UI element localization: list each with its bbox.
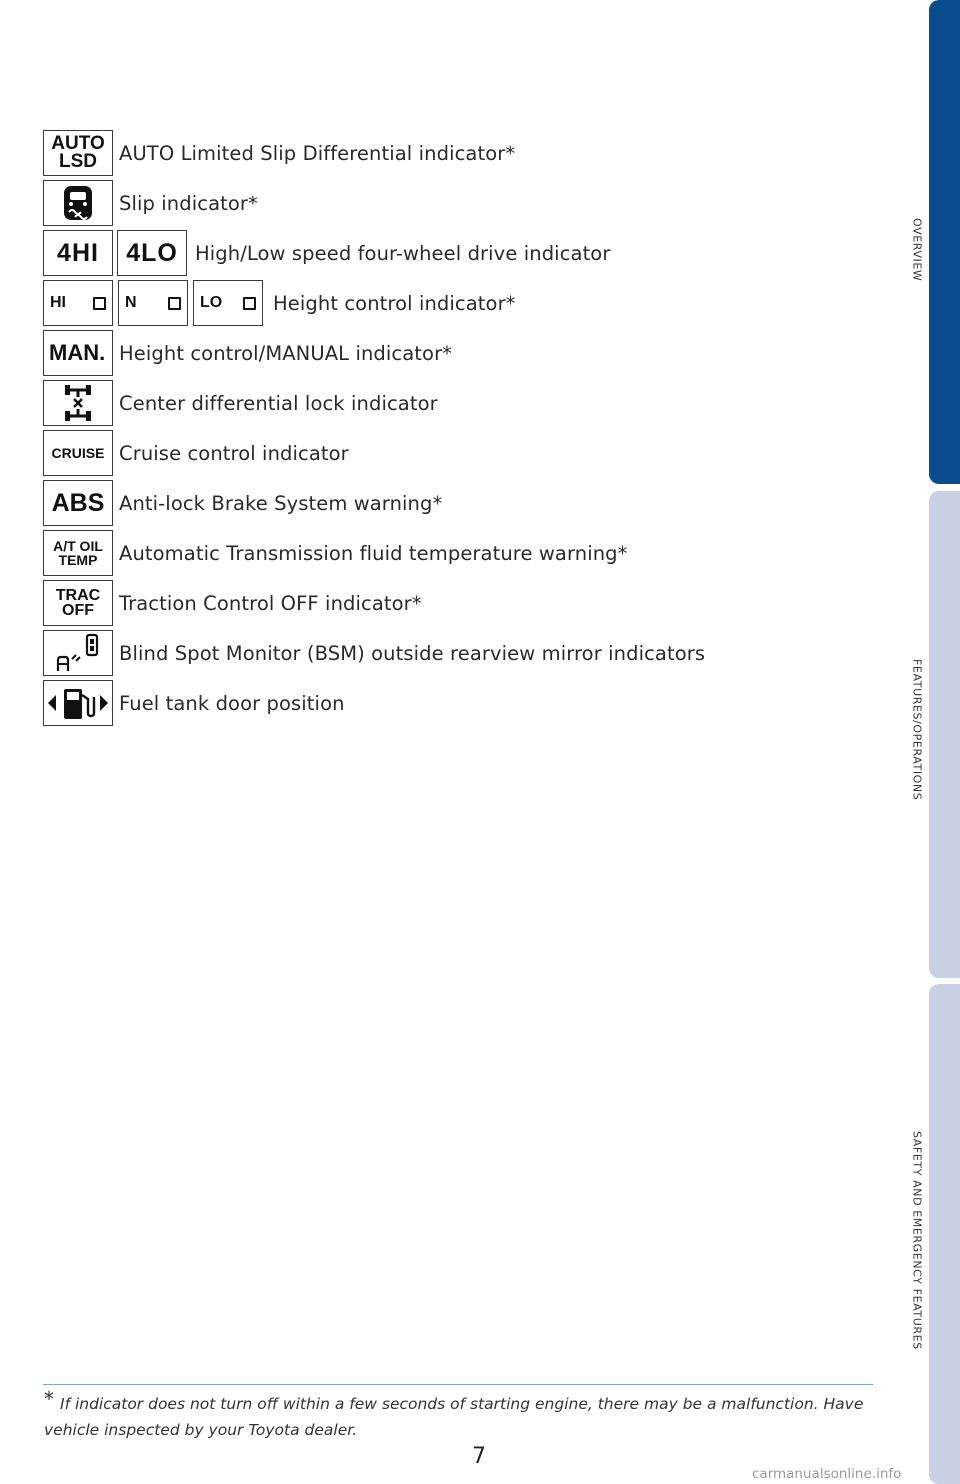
indicator-label: Fuel tank door position [119,691,345,715]
icon-text: LO [200,294,223,311]
icon-text: TRAC [55,586,101,604]
indicator-label: Traction Control OFF indicator* [119,591,422,615]
indicator-row [43,580,422,626]
icon-text: OFF [62,602,94,619]
icon-text: LSD [58,151,97,172]
indicator-label: Center differential lock indicator [119,391,438,415]
height-lo-icon [193,280,263,326]
height-square-icon [168,297,181,310]
footnote-divider [43,1384,873,1385]
trac-off-icon [43,580,113,626]
indicator-row [43,430,349,476]
watermark: carmanualsonline.info [752,1466,902,1482]
indicator-label: Height control/MANUAL indicator* [119,341,453,365]
indicator-row [43,680,345,726]
indicator-label: Cruise control indicator [119,441,349,465]
indicator-row [43,480,442,526]
indicator-label: Height control indicator* [273,291,516,315]
at-oil-temp-icon [43,530,113,576]
auto-lsd-icon [43,130,113,176]
indicator-row [43,530,628,576]
footnote [44,1389,864,1443]
indicator-row [43,180,258,226]
indicator-row [43,630,705,676]
4hi-icon: 4HI [43,230,113,276]
tab-overview[interactable] [929,0,960,484]
manual-height-icon: MAN. [43,330,113,376]
height-hi-icon [43,280,113,326]
icon-text: HI [50,294,66,311]
footnote-marker: * [44,1387,54,1411]
indicator-label: Anti-lock Brake System warning* [119,491,443,515]
indicator-row [43,380,438,426]
4lo-icon: 4LO [117,230,187,276]
indicator-row [43,330,452,376]
tab-label-overview: OVERVIEW [910,218,924,282]
indicator-row [43,230,610,276]
indicator-label: AUTO Limited Slip Differential indicator* [119,141,516,165]
tab-label-features-operations: FEATURES/OPERATIONS [910,659,924,801]
indicator-label: High/Low speed four-wheel drive indicator [195,241,611,265]
tab-safety-emergency[interactable] [929,984,960,1484]
indicator-row [43,130,515,176]
slip-icon [43,180,113,226]
fuel-door-icon [43,680,113,726]
icon-text: N [125,294,137,311]
tab-features-operations[interactable] [929,491,960,978]
icon-text: A/T OIL [53,538,103,554]
blind-spot-monitor-icon [43,630,113,676]
height-square-icon [243,297,256,310]
icon-text: AUTO [51,132,105,154]
abs-icon: ABS [43,480,113,526]
indicator-label: Automatic Transmission fluid temperature warning* [119,541,628,565]
page-number: 7 [472,1444,486,1469]
indicator-row [43,280,516,326]
tab-label-safety-emergency: SAFETY AND EMERGENCY FEATURES [910,1130,924,1350]
icon-text: TEMP [58,552,98,568]
footnote-text: If indicator does not turn off within a few seconds of starting engine, there may be a malfunction. Have vehicle inspected by your Toyota dealer. [44,1395,864,1439]
height-n-icon [118,280,188,326]
center-differential-lock-icon [43,380,113,426]
cruise-icon: CRUISE [43,430,113,476]
indicator-label: Blind Spot Monitor (BSM) outside rearview mirror indicators [119,641,706,665]
height-square-icon [93,297,106,310]
indicator-label: Slip indicator* [119,191,258,215]
